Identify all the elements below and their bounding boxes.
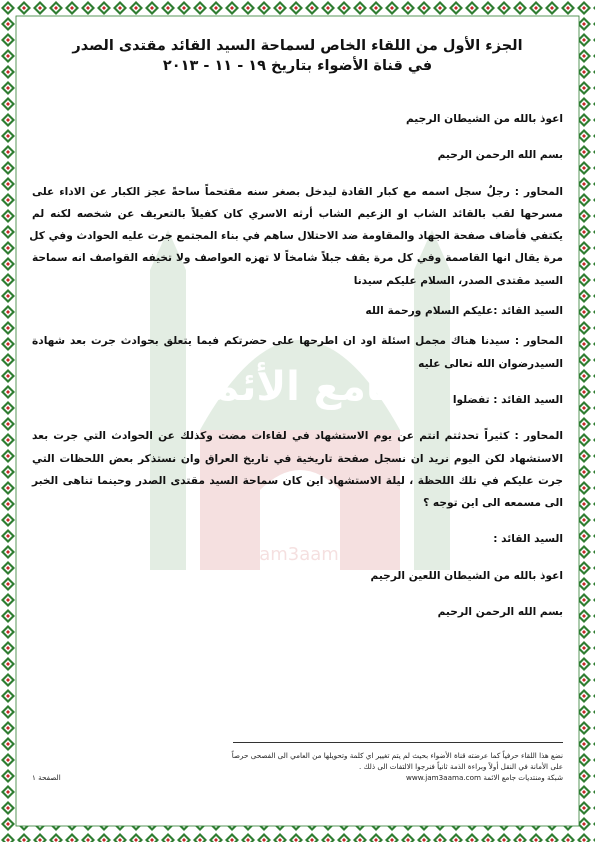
page-number: الصفحة ١ bbox=[32, 773, 61, 782]
leader-speaker-label: السيد القائد : bbox=[493, 533, 563, 546]
interviewer-intro-line-2: مسرحها لقب بالقائد الشاب او الزعيم الشاب أرثه الاسري كان كفيلاً بالتعريف عن شخصه لكنه لم bbox=[32, 207, 563, 220]
page-footer bbox=[32, 750, 563, 783]
interviewer-intro-line-3: يكتفي فأضاف صفحة الجهاد والمقاومة ضد الاحتلال ساهم في بناء المجتمع جرت عليه الحوادث وفي كل bbox=[29, 230, 563, 243]
interviewer-question2-line-4: الى مسمعه الى اين توجه ؟ bbox=[423, 497, 563, 510]
paragraph-basmala: بسم الله الرحمن الرحيم bbox=[437, 149, 563, 162]
interviewer-intro-line-4: مرة يقال انها القاصمة وفي كل مرة يقف جبلاً شامخاً لا تهزه العواصف ولا تخيفه القواصف انه سماحة bbox=[32, 252, 563, 265]
leader-basmala: بسم الله الرحمن الرحيم bbox=[437, 606, 563, 619]
footer-divider bbox=[233, 742, 563, 743]
interviewer-question2-line-3: جرت عليكم في تلك اللحظة ، ليلة الاستشهاد اين كان سماحة السيد مقتدى الصدر وحينما تناهى الخبر bbox=[32, 474, 563, 487]
watermark-arabic-text: جامع الأئمة bbox=[190, 364, 410, 410]
document-title-line2: في قناة الأضواء بتاريخ ١٩ - ١١ - ٢٠١٣ bbox=[162, 58, 433, 74]
paragraph-isti3adha: اعوذ بالله من الشيطان الرجيم bbox=[406, 113, 563, 125]
interviewer-question2-line-1: المحاور : كثيراً تحدثتم انتم عن يوم الاستشهاد في لقاءات مضت وكذلك عن الحوادث التي جرت بعد bbox=[32, 430, 563, 443]
interviewer-intro-line-5: السيد مقتدى الصدر، السلام عليكم سيدنا bbox=[353, 274, 563, 287]
leader-isti3adha: اعوذ بالله من الشيطان اللعين الرجيم bbox=[370, 569, 563, 582]
interviewer-intro-line-1: المحاور : رجلٌ سجل اسمه مع كبار القادة ليدخل بصغر سنه مقتحماً ساحةً عجز الكبار عن الاداء على bbox=[32, 185, 563, 198]
interviewer-question2-line-2: الاستشهاد لكن اليوم نريد ان نسجل صفحة تاريخية في تاريخ العراق وان نستذكر بعض اللحظات التي bbox=[32, 452, 563, 465]
footer-note-line-2: على الأمانة في النقل أولاً وبراءة الذمة ثانياً فنرجوا الالتفات الى ذلك . bbox=[359, 762, 563, 771]
footer-site-credit: شبكة ومنتديات جامع الائمة www.jam3aama.com bbox=[405, 773, 563, 782]
watermark-url-text: www.jam3aama.com bbox=[205, 544, 395, 565]
footer-note-line-1: نضع هذا اللقاء حرفياً كما عرضته قناة الأضواء بحيث لم يتم تغيير اي كلمة وتحويلها من العامي الى الفصحى حرصاً bbox=[231, 751, 563, 760]
leader-reply-greeting: السيد القائد :عليكم السلام ورحمة الله bbox=[365, 305, 563, 318]
interviewer-question1-line-1: المحاور : سيدنا هناك مجمل اسئلة اود ان اطرحها على حضرتكم فيما يتعلق بحوادث جرت بعد شهادة bbox=[32, 335, 563, 348]
leader-reply-go-ahead: السيد القائد : تفضلوا bbox=[452, 393, 563, 406]
document-body bbox=[29, 108, 563, 623]
document-title-line1: الجزء الأول من اللقاء الخاص لسماحة السيد القائد مقتدى الصدر bbox=[72, 38, 523, 54]
document-page bbox=[30, 36, 565, 826]
interviewer-question1-line-2: السيدرضوان الله تعالى عليه bbox=[418, 357, 563, 370]
